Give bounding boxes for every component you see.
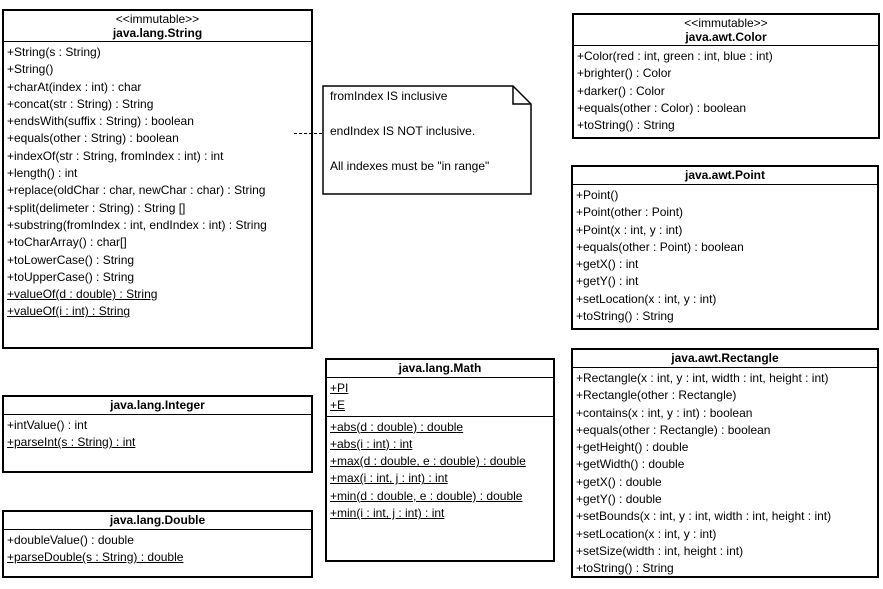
class-member: +getWidth() : double xyxy=(576,457,685,472)
class-name: java.lang.String xyxy=(112,26,203,40)
note-text xyxy=(330,89,510,194)
class-member: +endsWith(suffix : String) : boolean xyxy=(7,114,194,129)
class-members xyxy=(4,42,311,322)
class-member: +equals(other : Color) : boolean xyxy=(577,100,747,115)
class-member: +equals(other : String) : boolean xyxy=(7,131,179,146)
class-name: java.lang.Math xyxy=(398,361,482,375)
class-member: +equals(other : Point) : boolean xyxy=(576,239,744,254)
class-member-static: +E xyxy=(330,398,346,413)
class-member-static: +max(i : int, j : int) : int xyxy=(330,471,448,486)
note-anchor-connector xyxy=(294,133,322,134)
class-member-static: +min(i : int, j : int) : int xyxy=(330,506,445,521)
class-compartment xyxy=(327,416,553,524)
class-header xyxy=(574,15,878,46)
class-member: +setBounds(x : int, y : int, width : int, height : int) xyxy=(576,509,832,524)
class-member: +concat(str : String) : String xyxy=(7,96,154,111)
class-compartment xyxy=(573,185,877,326)
class-member: +substring(fromIndex : int, endIndex : int) : String xyxy=(7,217,267,232)
class-name: java.lang.Double xyxy=(109,513,206,527)
class-name: java.awt.Color xyxy=(685,30,767,44)
class-header xyxy=(573,350,877,368)
class-member: +toString() : String xyxy=(576,561,674,576)
class-stereotype: <<immutable>> xyxy=(115,12,200,26)
class-member: +replace(oldChar : char, newChar : char) : String xyxy=(7,183,266,198)
class-member: +getY() : double xyxy=(576,492,662,507)
class-members xyxy=(573,368,877,579)
class-member-static: +max(d : double, e : double) : double xyxy=(330,454,526,469)
class-box-java-lang-integer[interactable] xyxy=(2,395,313,473)
uml-note[interactable] xyxy=(322,85,532,195)
class-member: +setLocation(x : int, y : int) xyxy=(576,526,717,541)
note-line: All indexes must be "in range" xyxy=(330,159,490,173)
class-member: +toLowerCase() : String xyxy=(7,252,135,267)
class-member: +setLocation(x : int, y : int) xyxy=(576,291,717,306)
class-header xyxy=(4,397,311,415)
class-member-static: +valueOf(d : double) : String xyxy=(7,287,158,302)
class-compartment xyxy=(327,378,553,416)
class-member: +intValue() : int xyxy=(7,418,88,432)
class-members xyxy=(574,46,878,135)
class-members xyxy=(327,378,553,523)
note-line: endIndex IS NOT inclusive. xyxy=(330,124,476,138)
class-box-java-lang-math[interactable] xyxy=(325,358,555,562)
class-member: +brighter() : Color xyxy=(577,66,672,81)
class-compartment xyxy=(4,42,311,322)
class-member: +darker() : Color xyxy=(577,83,665,98)
class-box-java-lang-string[interactable] xyxy=(2,9,313,349)
class-member: +Color(red : int, green : int, blue : int) xyxy=(577,49,773,63)
note-line: fromIndex IS inclusive xyxy=(330,89,448,103)
class-member: +Point(x : int, y : int) xyxy=(576,222,683,237)
class-member: +contains(x : int, y : int) : boolean xyxy=(576,405,753,420)
class-name: java.awt.Point xyxy=(684,168,766,182)
class-members xyxy=(573,185,877,326)
class-box-java-awt-point[interactable] xyxy=(571,165,879,330)
class-box-java-awt-rectangle[interactable] xyxy=(571,348,879,578)
class-member-static: +parseDouble(s : String) : double xyxy=(7,550,184,565)
class-member: +setSize(width : int, height : int) xyxy=(576,543,744,558)
class-member: +getY() : int xyxy=(576,274,639,289)
class-member: +charAt(index : int) : char xyxy=(7,79,142,94)
class-name: java.lang.Integer xyxy=(110,398,205,412)
class-member: +doubleValue() : double xyxy=(7,533,134,547)
class-name: java.awt.Rectangle xyxy=(671,351,779,365)
class-compartment xyxy=(4,415,311,453)
class-member: +String(s : String) xyxy=(7,45,101,59)
class-member: +toUpperCase() : String xyxy=(7,269,135,284)
class-member: +getX() : double xyxy=(576,474,662,489)
class-member-static: +PI xyxy=(330,381,349,395)
class-member-static: +valueOf(i : int) : String xyxy=(7,304,131,319)
class-member: +Point(other : Point) xyxy=(576,205,684,220)
class-members xyxy=(4,415,311,453)
class-member: +getX() : int xyxy=(576,257,639,272)
class-box-java-awt-color[interactable] xyxy=(572,13,880,139)
class-compartment xyxy=(4,530,311,568)
class-compartment xyxy=(573,368,877,579)
class-header xyxy=(573,167,877,185)
class-member-static: +parseInt(s : String) : int xyxy=(7,435,136,450)
class-member: +split(delimeter : String) : String [] xyxy=(7,200,186,215)
class-member-static: +abs(i : int) : int xyxy=(330,436,413,451)
class-header xyxy=(327,360,553,378)
class-member: +toCharArray() : char[] xyxy=(7,235,127,250)
class-member: +getHeight() : double xyxy=(576,440,689,455)
class-member-static: +min(d : double, e : double) : double xyxy=(330,488,523,503)
class-member: +toString() : String xyxy=(576,309,674,324)
class-member: +length() : int xyxy=(7,166,78,181)
class-box-java-lang-double[interactable] xyxy=(2,510,313,578)
class-member: +Rectangle(x : int, y : int, width : int, height : int) xyxy=(576,371,829,385)
class-members xyxy=(4,530,311,568)
class-compartment xyxy=(574,46,878,135)
class-member-static: +abs(d : double) : double xyxy=(330,419,464,434)
class-header xyxy=(4,512,311,530)
class-member: +indexOf(str : String, fromIndex : int) : int xyxy=(7,148,224,163)
class-member: +Point() xyxy=(576,188,619,202)
class-member: +equals(other : Rectangle) : boolean xyxy=(576,422,771,437)
class-member: +String() xyxy=(7,62,54,77)
class-member: +toString() : String xyxy=(577,118,675,133)
class-stereotype: <<immutable>> xyxy=(684,16,768,30)
class-member: +Rectangle(other : Rectangle) xyxy=(576,388,737,403)
class-header xyxy=(4,11,311,42)
